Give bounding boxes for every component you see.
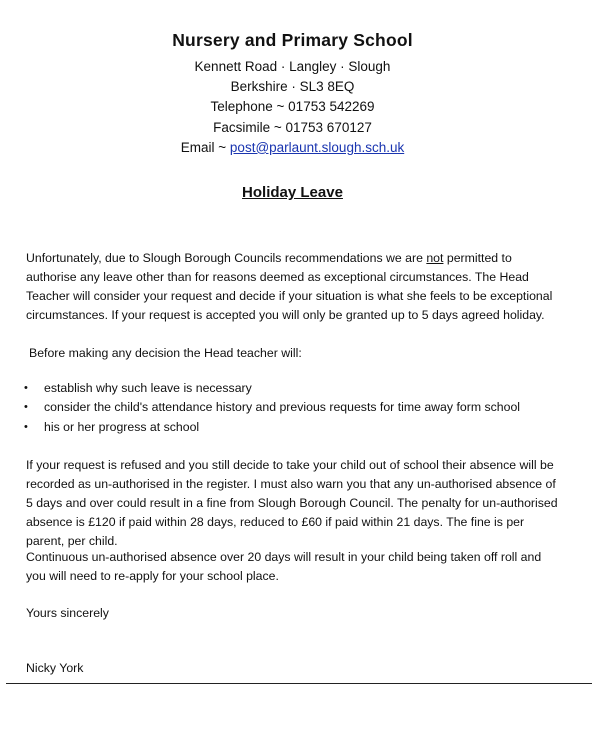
address-line-2: Berkshire · SL3 8EQ: [230, 79, 355, 95]
paragraph-intro-list: Before making any decision the Head teacher will:: [29, 346, 302, 360]
paragraph-policy: [26, 249, 561, 325]
paragraph-roll: Continuous un-authorised absence over 20 days will result in your child being taken off roll and you will need to re-apply for your school place.: [26, 550, 542, 583]
letterhead: [0, 30, 585, 158]
list-item-text: establish why such leave is necessary: [44, 381, 252, 395]
list-item-text: his or her progress at school: [44, 419, 200, 434]
list-item: [24, 379, 520, 398]
letter-title: [0, 184, 585, 201]
list-item: [24, 398, 520, 417]
signature-name: Nicky York: [26, 661, 84, 675]
list-item-text: consider the child's attendance history and previous requests for time away form school: [44, 400, 521, 415]
criteria-list: [24, 379, 520, 437]
bullet-icon: •: [24, 382, 28, 394]
paragraph-penalty: If your request is refused and you still decide to take your child out of school their absence will be recorded as un-authorised in the register. I must also warn you that any un-authorised absence of 5 days and over could result in a fine from Slough Borough Council. The penalty for un-authorised absence is £120 if paid within 28 days, reduced to £60 if paid within 21 days. The fine is per parent, per child.: [26, 458, 558, 548]
emphasis-not: not: [426, 251, 444, 265]
email-line: [0, 138, 585, 158]
email-label: Email ~: [180, 139, 230, 155]
bullet-icon: •: [24, 420, 28, 433]
facsimile: Facsimile ~ 01753 670127: [213, 119, 372, 135]
footer-divider: [6, 683, 592, 684]
address-line-1: Kennett Road · Langley · Slough: [194, 59, 391, 74]
list-item: [24, 418, 520, 437]
bullet-icon: •: [24, 401, 28, 414]
telephone: Telephone ~ 01753 542269: [210, 99, 375, 115]
closing: Yours sincerely: [26, 606, 109, 620]
paragraph-policy-end: permitted to authorise any leave other than for reasons deemed as exceptional circumstances. The Head Teacher will consider your request and decide if your situation is what she feels to be exceptional circumstances. If your request is accepted you will only be granted up to 5 days agreed holiday.: [26, 251, 553, 322]
paragraph-policy-start: Unfortunately, due to Slough Borough Councils recommendations we are: [26, 251, 427, 265]
letter-title-text: Holiday Leave: [242, 184, 343, 201]
school-name: Nursery and Primary School: [172, 30, 413, 50]
email-link[interactable]: post@parlaunt.slough.sch.uk: [229, 139, 405, 155]
